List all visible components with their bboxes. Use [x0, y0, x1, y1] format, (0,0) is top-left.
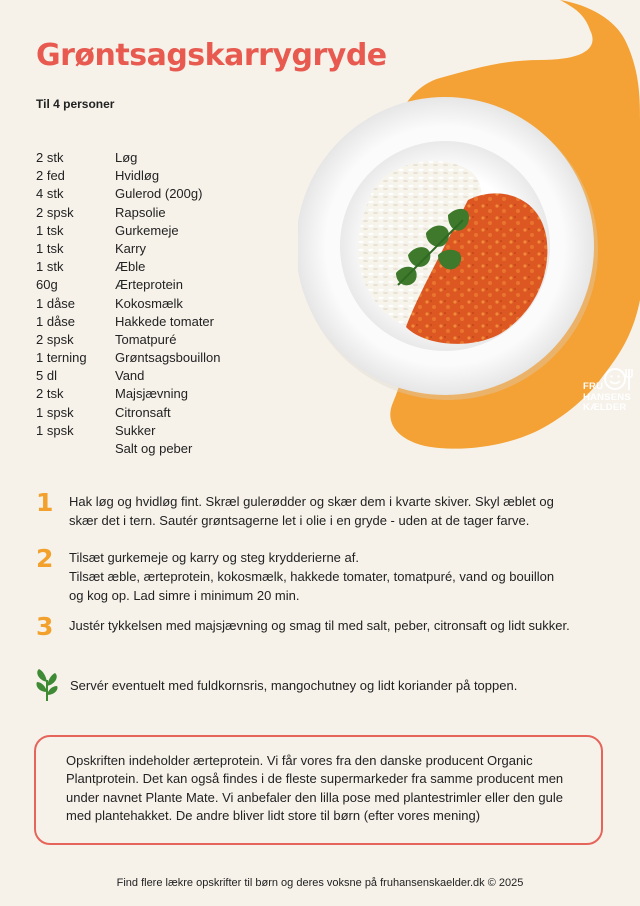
ingredient-quantity: 1 tsk	[36, 222, 64, 238]
serving-tip-text: Servér eventuelt med fuldkornsris, mangochutney og lidt koriander på toppen.	[70, 677, 518, 693]
ingredient-quantity: 2 fed	[36, 168, 65, 184]
ingredient-quantity: 60g	[36, 277, 58, 293]
ingredient-name: Vand	[115, 368, 145, 384]
ingredient-row	[36, 149, 221, 167]
protein-note-text: Opskriften indeholder ærteprotein. Vi får vores fra den danske producent Organic Plantprotein. Det kan også findes i de fleste supermarkeder fra samme producent men under navnet Plante Mate. Vi anbefaler den lilla pose med plantestrimler eller den gule med plantehakket. De andre bliver lidt store til børn (efter vores mening)	[66, 753, 564, 824]
ingredient-quantity: 1 spsk	[36, 404, 74, 420]
ingredient-name: Tomatpuré	[115, 331, 177, 347]
ingredient-row	[36, 204, 221, 222]
ingredient-row	[36, 167, 221, 185]
ingredient-quantity	[36, 440, 115, 458]
step-2	[36, 544, 596, 605]
ingredient-name: Citronsaft	[115, 404, 171, 420]
ingredient-name: Løg	[115, 150, 138, 165]
ingredient-name: Sukker	[115, 422, 156, 438]
ingredient-row	[36, 385, 221, 403]
ingredient-name: Ærteprotein	[115, 277, 183, 293]
step-number: 1	[36, 488, 54, 517]
ingredient-quantity: 2 spsk	[36, 204, 74, 220]
step-text: Justér tykkelsen med majsjævning og smag til med salt, peber, citronsaft og lidt sukker.	[69, 618, 570, 633]
ingredient-quantity: 1 tsk	[36, 240, 64, 256]
ingredient-name: Æble	[115, 259, 146, 275]
serving-tip	[34, 668, 517, 702]
ingredient-quantity: 2 tsk	[36, 386, 64, 402]
ingredient-row	[36, 313, 221, 331]
ingredient-name: Karry	[115, 240, 147, 256]
ingredient-name: Hakkede tomater	[115, 313, 214, 329]
ingredient-row	[36, 185, 221, 203]
ingredient-row	[36, 295, 221, 313]
ingredient-list	[36, 149, 221, 458]
ingredient-name: Gulerod (200g)	[115, 186, 203, 202]
ingredient-row	[36, 240, 221, 258]
ingredient-name: Majsjævning	[115, 386, 188, 402]
step-number: 3	[36, 612, 54, 641]
logo-wordmark: FRU HANSENS KÆLDER	[583, 381, 631, 413]
ingredient-quantity: 5 dl	[36, 368, 57, 384]
ingredient-row	[36, 349, 221, 367]
ingredient-quantity: 1 stk	[36, 259, 64, 275]
ingredient-row	[36, 440, 221, 458]
ingredient-name: Salt og peber	[115, 441, 193, 456]
step-number: 2	[36, 544, 54, 573]
ingredient-row	[36, 222, 221, 240]
brand-logo	[583, 366, 633, 418]
step-text: Tilsæt gurkemeje og karry og steg krydderierne af. Tilsæt æble, ærteprotein, kokosmælk, hakkede tomater, tomatpuré, vand og bouillon og kog op. Lad simre i minimum 20 min.	[69, 550, 555, 603]
ingredient-quantity: 2 spsk	[36, 331, 74, 347]
ingredient-name: Grøntsagsbouillon	[115, 350, 221, 366]
dish-illustration	[298, 95, 608, 405]
footer-text: Find flere lækre opskrifter til børn og deres voksne på fruhansenskaelder.dk © 2025	[116, 877, 524, 889]
ingredient-row	[36, 258, 221, 276]
servings-label: Til 4 personer	[36, 97, 115, 111]
ingredient-quantity: 4 stk	[36, 186, 64, 202]
ingredient-quantity: 1 dåse	[36, 313, 76, 329]
ingredient-row	[36, 422, 221, 440]
step-3	[36, 612, 596, 641]
herb-leaf-icon	[34, 668, 60, 702]
ingredient-row	[36, 404, 221, 422]
ingredient-quantity: 1 spsk	[36, 422, 74, 438]
ingredient-name: Rapsolie	[115, 204, 166, 220]
recipe-title: Grøntsagskarrygryde	[36, 38, 387, 73]
ingredient-row	[36, 367, 221, 385]
ingredient-name: Kokosmælk	[115, 295, 183, 311]
ingredient-quantity: 2 stk	[36, 150, 64, 165]
ingredient-row	[36, 276, 221, 294]
step-1	[36, 488, 596, 530]
ingredient-name: Gurkemeje	[115, 222, 179, 238]
ingredient-quantity: 1 terning	[36, 350, 87, 366]
step-text: Hak løg og hvidløg fint. Skræl gulerødder og skær dem i kvarte skiver. Skyl æblet og skær det i tern. Sautér grøntsagerne let i olie i en gryde - uden at de tager farve.	[69, 494, 554, 528]
ingredient-name: Hvidløg	[115, 168, 160, 184]
ingredient-quantity: 1 dåse	[36, 295, 76, 311]
protein-note-box	[34, 735, 603, 845]
ingredient-row	[36, 331, 221, 349]
